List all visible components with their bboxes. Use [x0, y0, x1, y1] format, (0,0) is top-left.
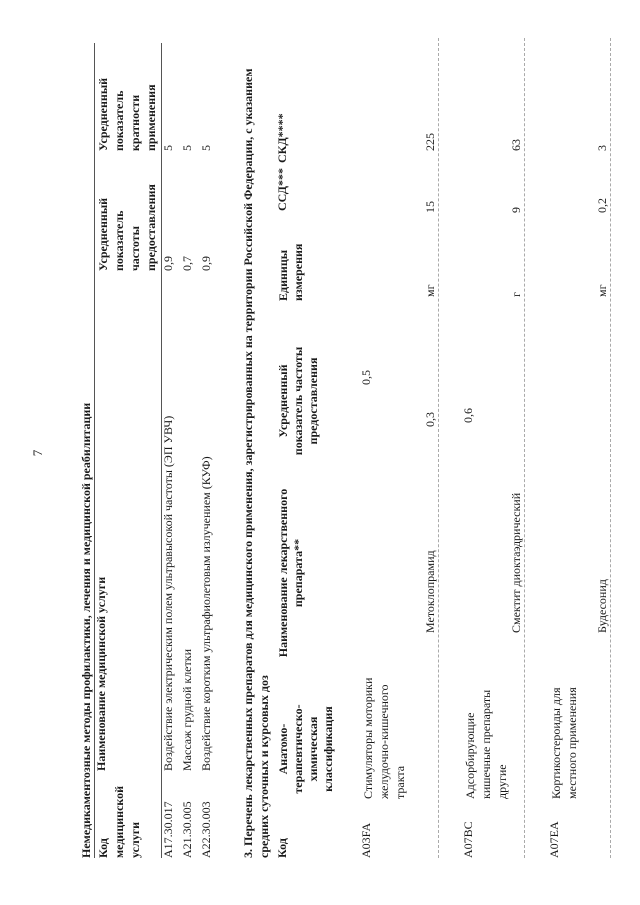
- s3-row-atc: Стимуляторы моторики желудочно-кишечного тракта: [361, 677, 407, 799]
- s3-row-code: A07EA: [547, 821, 561, 858]
- s3-row-drug: Смектит диоктаэдрический: [509, 492, 523, 633]
- s2-row-mult: 5: [161, 145, 175, 151]
- s2-header-name: Наименование медицинской услуги: [94, 576, 108, 771]
- s2-row-mult: 5: [199, 145, 213, 151]
- s2-header-mult: Усредненный показатель кратности применения: [96, 77, 158, 151]
- s2-row-name: Воздействие коротким ультрафиолетовым излучением (КУФ): [199, 456, 213, 771]
- s3-row-ssd: 15: [423, 201, 437, 213]
- s3-row-atc: Кортикостероиды для местного применения: [549, 687, 579, 799]
- s2-header-freq: Усредненный показатель частоты предоставления: [96, 184, 158, 271]
- s2-row-freq: 0,7: [180, 256, 194, 271]
- s3-row-unit: г: [509, 292, 523, 297]
- s2-row-code: A17.30.017: [161, 801, 175, 858]
- s3-header-drug: Наименование лекарственного препарата**: [276, 488, 305, 658]
- s3-row-drug: Метоклопрамид: [423, 550, 437, 633]
- s3-row-unit: мг: [595, 284, 609, 297]
- s3-row-atc: Адсорбирующие кишечные препараты другие: [463, 689, 509, 799]
- s3-row-ssd: 9: [509, 207, 523, 213]
- s3-header-atc: Анатомо-терапевтическо-химическая классификация: [276, 704, 335, 794]
- s2-row-name: Массаж грудной клетки: [180, 648, 194, 771]
- s2-row-freq: 0,9: [199, 256, 213, 271]
- s2-row-code: A22.30.003: [199, 801, 213, 858]
- faint-rule: [438, 38, 439, 858]
- s3-row-unit: мг: [423, 284, 437, 297]
- s2-row-freq: 0,9: [161, 256, 175, 271]
- s2-row-name: Воздействие электрическим полем ультравысокой частоты (ЭП УВЧ): [161, 415, 175, 771]
- s3-row-drug-freq: 0,3: [423, 412, 437, 427]
- s3-row-atc-freq: 0,5: [359, 370, 373, 385]
- s3-row-atc-freq: 0,6: [461, 408, 475, 423]
- s2-header-code: Код медицинской услуги: [96, 785, 142, 858]
- page-number: 7: [30, 449, 45, 457]
- s3-header-freq: Усредненный показатель частоты предоставления: [276, 346, 320, 456]
- s3-row-code: A07BC: [461, 821, 475, 858]
- faint-rule: [610, 38, 611, 858]
- s3-row-skd: 63: [509, 139, 523, 151]
- faint-rule: [524, 38, 525, 858]
- s2-row-mult: 5: [180, 145, 194, 151]
- s3-row-skd: 225: [423, 133, 437, 151]
- s3-header-unit: Единицы измерения: [276, 243, 305, 301]
- s3-row-code: A03FA: [359, 822, 373, 858]
- s2-row-code: A21.30.005: [180, 801, 194, 858]
- s3-header-skd: СКД****: [275, 113, 289, 163]
- section2-title: Немедикаментозные методы профилактики, лечения и медицинской реабилитации: [79, 402, 93, 858]
- section3-title: 3. Перечень лекарственных препаратов для медицинского применения, зарегистрированных на территории Российской Федерации, с указанием средних суточных и курсовых доз: [241, 68, 271, 858]
- s3-row-skd: 3: [595, 145, 609, 151]
- s3-row-drug: Будесонид: [595, 579, 609, 633]
- rotated-page: [80, 33, 640, 863]
- s3-header-code: Код: [275, 838, 289, 858]
- s3-header-ssd: ССД***: [275, 168, 289, 211]
- s3-row-ssd: 0,2: [595, 198, 609, 213]
